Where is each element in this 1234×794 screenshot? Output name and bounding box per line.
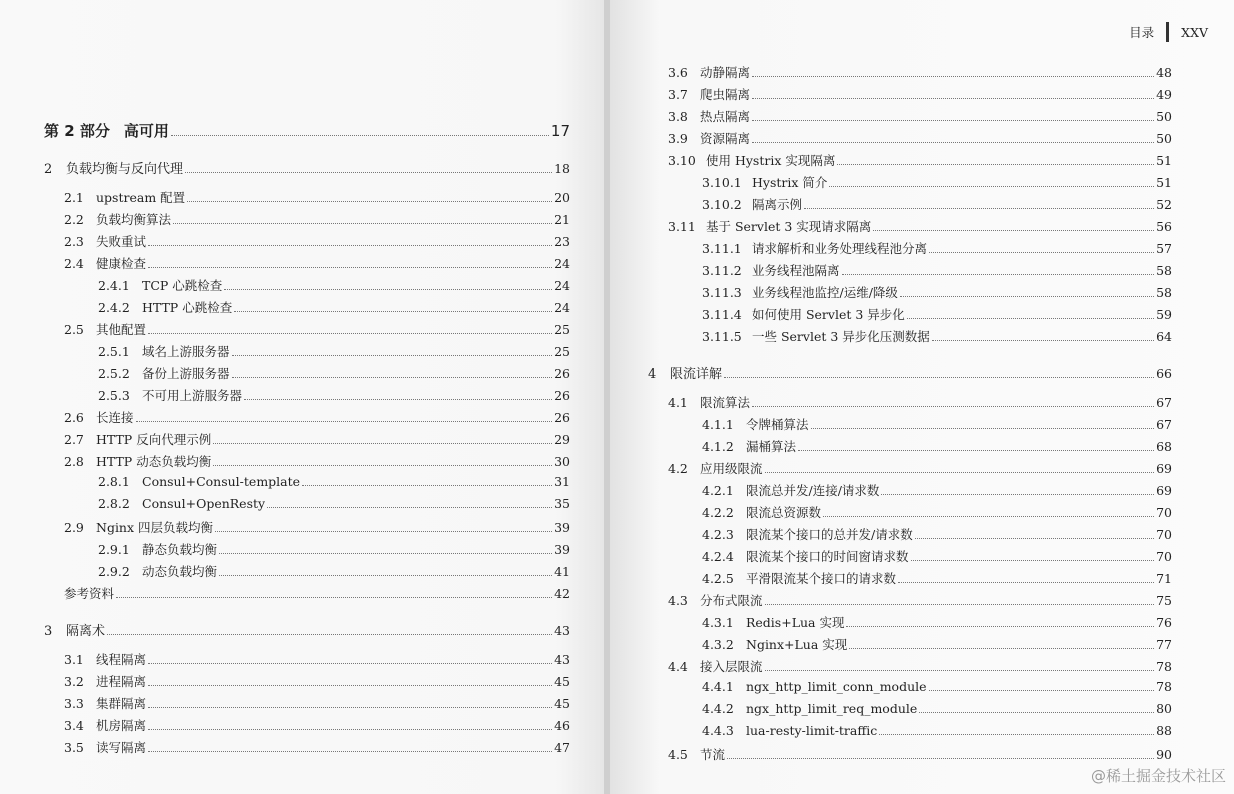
- toc-number: 4.1.1: [702, 417, 734, 432]
- leader-dots: [232, 355, 553, 356]
- toc-number: 3.1: [64, 652, 84, 667]
- left-toc: [44, 120, 570, 760]
- toc-page-number: 56: [1156, 219, 1172, 234]
- toc-number: 2: [44, 162, 53, 177]
- header-section: 目录: [1129, 25, 1155, 40]
- toc-page-number: 59: [1156, 307, 1172, 322]
- part-label: 第 2 部分: [44, 122, 110, 140]
- toc-page-number: 68: [1156, 439, 1172, 454]
- leader-dots: [148, 685, 552, 686]
- toc-subsection-entry[interactable]: [648, 173, 1172, 195]
- leader-dots: [187, 201, 552, 202]
- toc-number: 3.10: [668, 153, 696, 168]
- leader-dots: [727, 758, 1154, 759]
- leader-dots: [148, 245, 552, 246]
- toc-title: 进程隔离: [96, 674, 147, 689]
- toc-title: 如何使用 Servlet 3 异步化: [752, 307, 905, 322]
- toc-section-entry[interactable]: [44, 210, 570, 232]
- toc-subsection-entry[interactable]: [648, 503, 1172, 525]
- right-page: [610, 0, 1234, 794]
- toc-number: 3.10.1: [702, 175, 742, 190]
- toc-subsection-entry[interactable]: [648, 239, 1172, 261]
- toc-number: 2.8.2: [98, 496, 130, 511]
- toc-number: 3.4: [64, 718, 84, 733]
- leader-dots: [798, 450, 1154, 451]
- toc-subsection-entry[interactable]: [648, 283, 1172, 305]
- toc-page-number: 24: [554, 300, 570, 315]
- toc-title: 漏桶算法: [746, 439, 797, 454]
- toc-subsection-entry[interactable]: [648, 195, 1172, 217]
- toc-page-number: 39: [554, 520, 570, 535]
- leader-dots: [849, 648, 1154, 649]
- toc-page-number: 45: [554, 696, 570, 711]
- toc-page-number: 90: [1156, 747, 1172, 762]
- toc-title: ngx_http_limit_conn_module: [746, 679, 927, 694]
- leader-dots: [171, 135, 549, 136]
- part-page-number: 17: [550, 122, 570, 140]
- toc-page-number: 50: [1156, 131, 1172, 146]
- toc-title: 线程隔离: [96, 652, 147, 667]
- leader-dots: [932, 340, 1154, 341]
- toc-number: 3.3: [64, 696, 84, 711]
- toc-number: 4.1: [668, 395, 688, 410]
- toc-section-entry[interactable]: [44, 232, 570, 254]
- leader-dots: [724, 377, 1154, 378]
- toc-page-number: 48: [1156, 65, 1172, 80]
- toc-subsection-entry[interactable]: [648, 261, 1172, 283]
- toc-title: 限流某个接口的总并发/请求数: [746, 527, 913, 542]
- toc-title: 请求解析和业务处理线程池分离: [752, 241, 928, 256]
- toc-number: 2.6: [64, 410, 84, 425]
- toc-page-number: 76: [1156, 615, 1172, 630]
- toc-number: 4.3.2: [702, 637, 734, 652]
- toc-number: 4.3: [668, 593, 688, 608]
- toc-page-number: 20: [554, 190, 570, 205]
- toc-title: 爬虫隔离: [700, 87, 751, 102]
- toc-subsection-entry[interactable]: [648, 613, 1172, 635]
- leader-dots: [267, 507, 552, 508]
- toc-page-number: 51: [1156, 175, 1172, 190]
- toc-subsection-entry[interactable]: [44, 540, 570, 562]
- leader-dots: [148, 707, 552, 708]
- toc-title: 应用级限流: [700, 461, 763, 476]
- toc-page-number: 35: [554, 496, 570, 511]
- toc-number: 2.8: [64, 454, 84, 469]
- toc-title: 负载均衡算法: [96, 212, 172, 227]
- toc-title: Hystrix 简介: [752, 175, 828, 190]
- toc-subsection-entry[interactable]: [44, 562, 570, 584]
- leader-dots: [213, 443, 552, 444]
- toc-number: 2.1: [64, 190, 84, 205]
- toc-section-entry[interactable]: [44, 408, 570, 430]
- toc-number: 2.9.1: [98, 542, 130, 557]
- part-heading[interactable]: [44, 120, 570, 150]
- toc-subsection-entry[interactable]: [648, 635, 1172, 657]
- toc-title: Redis+Lua 实现: [746, 615, 845, 630]
- toc-title: 资源隔离: [700, 131, 751, 146]
- toc-number: 2.9.2: [98, 564, 130, 579]
- toc-section-entry[interactable]: [648, 107, 1172, 129]
- toc-title: 失败重试: [96, 234, 147, 249]
- toc-subsection-entry[interactable]: [648, 327, 1172, 349]
- toc-title: Nginx 四层负载均衡: [96, 520, 214, 535]
- toc-title: 动态负载均衡: [142, 564, 218, 579]
- leader-dots: [185, 172, 552, 173]
- toc-number: 3.8: [668, 109, 688, 124]
- toc-subsection-entry[interactable]: [44, 276, 570, 298]
- part-title: 高可用: [123, 122, 169, 140]
- toc-title: 节流: [700, 747, 726, 762]
- toc-number: 2.8.1: [98, 474, 130, 489]
- leader-dots: [823, 516, 1154, 517]
- toc-section-entry[interactable]: [648, 591, 1172, 613]
- toc-section-entry[interactable]: [44, 188, 570, 210]
- leader-dots: [219, 553, 552, 554]
- toc-number: 3: [44, 624, 53, 639]
- leader-dots: [804, 208, 1154, 209]
- toc-number: 2.5.2: [98, 366, 130, 381]
- toc-title: HTTP 动态负载均衡: [96, 454, 212, 469]
- leader-dots: [213, 465, 552, 466]
- leader-dots: [900, 296, 1154, 297]
- toc-page-number: 69: [1156, 461, 1172, 476]
- toc-number: 4.4.2: [702, 701, 734, 716]
- toc-page-number: 70: [1156, 549, 1172, 564]
- leader-dots: [842, 274, 1155, 275]
- toc-page-number: 70: [1156, 505, 1172, 520]
- toc-page-number: 52: [1156, 197, 1172, 212]
- toc-page-number: 39: [554, 542, 570, 557]
- toc-page-number: 18: [554, 161, 570, 176]
- toc-title: HTTP 反向代理示例: [96, 432, 212, 447]
- leader-dots: [232, 377, 553, 378]
- header-page-number: XXV: [1181, 24, 1208, 40]
- toc-number: 2.5.1: [98, 344, 130, 359]
- toc-number: 2.2: [64, 212, 84, 227]
- toc-title: 健康检查: [96, 256, 147, 271]
- toc-title: 备份上游服务器: [142, 366, 230, 381]
- toc-page-number: 30: [554, 454, 570, 469]
- toc-title: ngx_http_limit_req_module: [746, 701, 918, 716]
- toc-number: 4.5: [668, 747, 688, 762]
- toc-title: 不可用上游服务器: [142, 388, 243, 403]
- toc-title: 域名上游服务器: [142, 344, 230, 359]
- leader-dots: [148, 751, 552, 752]
- leader-dots: [898, 582, 1154, 583]
- header-divider: [1166, 22, 1169, 42]
- right-toc: [648, 63, 1172, 767]
- toc-section-entry[interactable]: [648, 217, 1172, 239]
- toc-title: 分布式限流: [700, 593, 763, 608]
- toc-subsection-entry[interactable]: [648, 701, 1172, 723]
- toc-page-number: 43: [554, 623, 570, 638]
- toc-section-entry[interactable]: [44, 716, 570, 738]
- toc-section-entry[interactable]: [648, 151, 1172, 173]
- toc-section-entry[interactable]: [648, 657, 1172, 679]
- toc-title: 集群隔离: [96, 696, 147, 711]
- toc-subsection-entry[interactable]: [648, 547, 1172, 569]
- toc-subsection-entry[interactable]: [648, 437, 1172, 459]
- toc-section-entry[interactable]: [44, 320, 570, 342]
- toc-title: upstream 配置: [96, 190, 186, 205]
- toc-page-number: 31: [554, 474, 570, 489]
- toc-number: 4.4.3: [702, 723, 734, 738]
- leader-dots: [136, 421, 553, 422]
- toc-title: 限流某个接口的时间窗请求数: [746, 549, 909, 564]
- toc-subsection-entry[interactable]: [44, 496, 570, 518]
- toc-section-entry[interactable]: [648, 129, 1172, 151]
- toc-subsection-entry[interactable]: [648, 723, 1172, 745]
- leader-dots: [173, 223, 552, 224]
- toc-title: 限流算法: [700, 395, 751, 410]
- toc-number: 3.9: [668, 131, 688, 146]
- toc-title: 限流总并发/连接/请求数: [746, 483, 880, 498]
- toc-page-number: 66: [1156, 366, 1172, 381]
- toc-number: 3.7: [668, 87, 688, 102]
- toc-page-number: 47: [554, 740, 570, 755]
- toc-page-number: 69: [1156, 483, 1172, 498]
- leader-dots: [911, 560, 1155, 561]
- toc-page-number: 25: [554, 322, 570, 337]
- toc-number: 4.2.2: [702, 505, 734, 520]
- toc-page-number: 77: [1156, 637, 1172, 652]
- leader-dots: [765, 472, 1155, 473]
- toc-page-number: 51: [1156, 153, 1172, 168]
- toc-section-entry[interactable]: [44, 738, 570, 760]
- toc-number: 4.3.1: [702, 615, 734, 630]
- toc-section-entry[interactable]: [648, 745, 1172, 767]
- toc-subsection-entry[interactable]: [44, 298, 570, 320]
- toc-page-number: 58: [1156, 285, 1172, 300]
- leader-dots: [829, 186, 1154, 187]
- toc-subsection-entry[interactable]: [44, 364, 570, 386]
- toc-section-entry[interactable]: [44, 254, 570, 276]
- toc-title: 动静隔离: [700, 65, 751, 80]
- leader-dots: [752, 76, 1154, 77]
- toc-number: 2.9: [64, 520, 84, 535]
- toc-title: 参考资料: [64, 586, 115, 601]
- toc-page-number: 24: [554, 256, 570, 271]
- toc-subsection-entry[interactable]: [648, 569, 1172, 591]
- leader-dots: [224, 289, 552, 290]
- toc-number: 4.4: [668, 659, 688, 674]
- toc-number: 3.2: [64, 674, 84, 689]
- toc-title: 负载均衡与反向代理: [66, 162, 184, 177]
- toc-section-entry[interactable]: [44, 518, 570, 540]
- toc-page-number: 78: [1156, 659, 1172, 674]
- toc-page-number: 70: [1156, 527, 1172, 542]
- toc-number: 4.2.3: [702, 527, 734, 542]
- toc-page-number: 29: [554, 432, 570, 447]
- toc-title: TCP 心跳检查: [142, 278, 223, 293]
- leader-dots: [752, 98, 1154, 99]
- toc-number: 4.4.1: [702, 679, 734, 694]
- leader-dots: [765, 670, 1155, 671]
- toc-title: 平滑限流某个接口的请求数: [746, 571, 897, 586]
- toc-page-number: 88: [1156, 723, 1172, 738]
- toc-chapter-entry[interactable]: [44, 158, 570, 184]
- toc-title: 接入层限流: [700, 659, 763, 674]
- toc-page-number: 67: [1156, 417, 1172, 432]
- toc-page-number: 26: [554, 410, 570, 425]
- toc-page-number: 75: [1156, 593, 1172, 608]
- toc-title: 基于 Servlet 3 实现请求隔离: [706, 219, 872, 234]
- toc-page-number: 26: [554, 388, 570, 403]
- toc-number: 3.11.4: [702, 307, 742, 322]
- toc-title: lua-resty-limit-traffic: [746, 723, 878, 738]
- toc-number: 2.5.3: [98, 388, 130, 403]
- left-page: [0, 0, 604, 794]
- toc-number: 2.4: [64, 256, 84, 271]
- toc-section-entry[interactable]: [44, 430, 570, 452]
- toc-page-number: 58: [1156, 263, 1172, 278]
- toc-number: 3.5: [64, 740, 84, 755]
- toc-title: 限流总资源数: [746, 505, 822, 520]
- toc-title: 隔离术: [66, 624, 106, 639]
- toc-number: 3.11.3: [702, 285, 742, 300]
- toc-title: 读写隔离: [96, 740, 147, 755]
- toc-title: 限流详解: [670, 367, 723, 382]
- toc-page-number: 64: [1156, 329, 1172, 344]
- toc-page-number: 24: [554, 278, 570, 293]
- leader-dots: [302, 485, 552, 486]
- leader-dots: [811, 428, 1155, 429]
- toc-title: 隔离示例: [752, 197, 803, 212]
- leader-dots: [929, 690, 1155, 691]
- toc-section-entry[interactable]: [44, 452, 570, 474]
- toc-title: 热点隔离: [700, 109, 751, 124]
- toc-number: 3.6: [668, 65, 688, 80]
- toc-page-number: 45: [554, 674, 570, 689]
- toc-chapter-entry[interactable]: [44, 620, 570, 646]
- leader-dots: [881, 494, 1154, 495]
- toc-subsection-entry[interactable]: [648, 305, 1172, 327]
- toc-number: 4.2.5: [702, 571, 734, 586]
- toc-section-entry[interactable]: [44, 584, 570, 606]
- toc-section-entry[interactable]: [44, 650, 570, 672]
- toc-number: 4.1.2: [702, 439, 734, 454]
- toc-title: 其他配置: [96, 322, 147, 337]
- toc-subsection-entry[interactable]: [648, 415, 1172, 437]
- toc-page-number: 80: [1156, 701, 1172, 716]
- toc-title: 使用 Hystrix 实现隔离: [706, 153, 836, 168]
- toc-title: Consul+Consul-template: [142, 474, 301, 489]
- leader-dots: [148, 267, 552, 268]
- toc-number: 2.4.1: [98, 278, 130, 293]
- leader-dots: [919, 712, 1154, 713]
- toc-page-number: 43: [554, 652, 570, 667]
- toc-page-number: 71: [1156, 571, 1172, 586]
- toc-page-number: 49: [1156, 87, 1172, 102]
- toc-title: 业务线程池隔离: [752, 263, 840, 278]
- leader-dots: [837, 164, 1154, 165]
- toc-subsection-entry[interactable]: [648, 481, 1172, 503]
- toc-section-entry[interactable]: [44, 672, 570, 694]
- toc-page-number: 42: [554, 586, 570, 601]
- toc-number: 3.11.5: [702, 329, 742, 344]
- toc-title: HTTP 心跳检查: [142, 300, 233, 315]
- toc-page-number: 26: [554, 366, 570, 381]
- leader-dots: [234, 311, 552, 312]
- toc-subsection-entry[interactable]: [648, 525, 1172, 547]
- toc-number: 3.11.2: [702, 263, 742, 278]
- toc-number: 2.5: [64, 322, 84, 337]
- toc-title: Consul+OpenResty: [142, 496, 266, 511]
- leader-dots: [929, 252, 1154, 253]
- toc-page-number: 57: [1156, 241, 1172, 256]
- leader-dots: [148, 663, 552, 664]
- toc-page-number: 78: [1156, 679, 1172, 694]
- leader-dots: [244, 399, 552, 400]
- toc-subsection-entry[interactable]: [44, 342, 570, 364]
- toc-title: 一些 Servlet 3 异步化压测数据: [752, 329, 930, 344]
- leader-dots: [879, 734, 1154, 735]
- running-header: [1129, 22, 1208, 42]
- toc-page-number: 23: [554, 234, 570, 249]
- leader-dots: [752, 142, 1154, 143]
- toc-subsection-entry[interactable]: [648, 679, 1172, 701]
- toc-number: 2.7: [64, 432, 84, 447]
- leader-dots: [752, 120, 1154, 121]
- toc-title: 业务线程池监控/运维/降级: [752, 285, 898, 300]
- toc-section-entry[interactable]: [648, 393, 1172, 415]
- leader-dots: [907, 318, 1154, 319]
- toc-section-entry[interactable]: [44, 694, 570, 716]
- toc-number: 4: [648, 367, 657, 382]
- toc-number: 3.10.2: [702, 197, 742, 212]
- toc-page-number: 50: [1156, 109, 1172, 124]
- toc-page-number: 46: [554, 718, 570, 733]
- toc-page-number: 67: [1156, 395, 1172, 410]
- toc-number: 4.2.1: [702, 483, 734, 498]
- toc-page-number: 21: [554, 212, 570, 227]
- leader-dots: [215, 531, 552, 532]
- toc-section-entry[interactable]: [648, 85, 1172, 107]
- toc-title: 长连接: [96, 410, 134, 425]
- toc-chapter-entry[interactable]: [648, 363, 1172, 389]
- toc-page-number: 25: [554, 344, 570, 359]
- leader-dots: [915, 538, 1154, 539]
- toc-subsection-entry[interactable]: [44, 474, 570, 496]
- toc-number: 2.4.2: [98, 300, 130, 315]
- toc-number: 3.11.1: [702, 241, 742, 256]
- toc-page-number: 41: [554, 564, 570, 579]
- toc-title: 机房隔离: [96, 718, 147, 733]
- toc-title: 静态负载均衡: [142, 542, 218, 557]
- leader-dots: [219, 575, 552, 576]
- toc-section-entry[interactable]: [648, 459, 1172, 481]
- leader-dots: [148, 729, 552, 730]
- watermark: @稀土掘金技术社区: [1090, 767, 1226, 785]
- toc-number: 4.2: [668, 461, 688, 476]
- toc-number: 4.2.4: [702, 549, 734, 564]
- leader-dots: [765, 604, 1155, 605]
- toc-number: 2.3: [64, 234, 84, 249]
- leader-dots: [116, 597, 552, 598]
- toc-number: 3.11: [668, 219, 696, 234]
- toc-subsection-entry[interactable]: [44, 386, 570, 408]
- leader-dots: [148, 333, 552, 334]
- toc-title: Nginx+Lua 实现: [746, 637, 848, 652]
- leader-dots: [107, 634, 552, 635]
- leader-dots: [752, 406, 1154, 407]
- toc-section-entry[interactable]: [648, 63, 1172, 85]
- leader-dots: [846, 626, 1154, 627]
- leader-dots: [873, 230, 1154, 231]
- toc-title: 令牌桶算法: [746, 417, 809, 432]
